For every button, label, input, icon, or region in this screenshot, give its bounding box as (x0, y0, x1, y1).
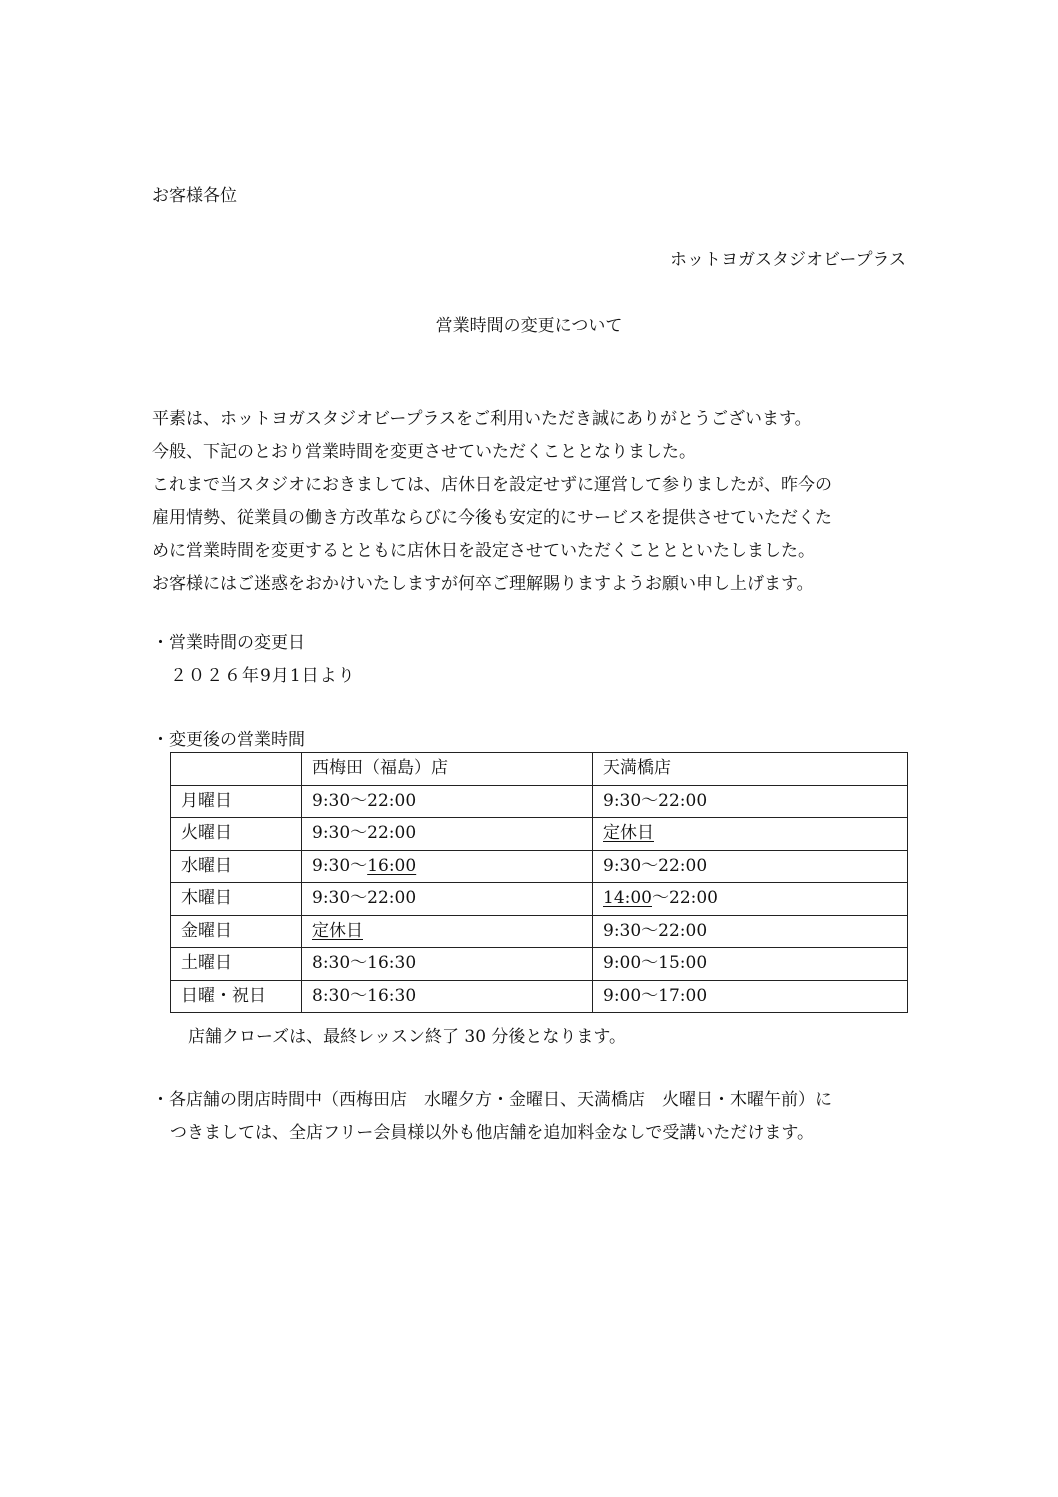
body-line: めに営業時間を変更するとともに店休日を設定させていただくこととといたしました。 (152, 541, 815, 561)
store-close-note: 店舗クローズは、最終レッスン終了 30 分後となります。 (188, 1027, 627, 1047)
header-cell-empty (171, 753, 302, 786)
changed-time-text: 14:00 (603, 888, 652, 909)
sender-name: ホットヨガスタジオビープラス (670, 250, 906, 270)
closure-note-line: つきましては、全店フリー会員様以外も他店舗を追加料金なしで受講いただけます。 (170, 1123, 814, 1143)
change-date-value: ２０２６年9月1日より (170, 666, 356, 686)
table-row (171, 915, 908, 948)
closure-note-line: ・各店舗の閉店時間中（西梅田店 水曜夕方・金曜日、天満橋店 火曜日・木曜午前）に (152, 1090, 832, 1110)
body-paragraph (152, 403, 832, 601)
hours-cell: 8:30～16:30 (302, 948, 593, 981)
hours-cell: 9:30～22:00 (302, 785, 593, 818)
salutation: お客様各位 (152, 186, 237, 206)
hours-table (170, 752, 908, 1013)
hours-cell: 14:00～22:00 (593, 883, 908, 916)
closed-day-text: 定休日 (312, 920, 363, 941)
hours-cell: 9:30～22:00 (593, 915, 908, 948)
hours-cell (302, 915, 593, 948)
table-row (171, 883, 908, 916)
header-cell-tenmabashi: 天満橋店 (593, 753, 908, 786)
day-cell: 水曜日 (171, 850, 302, 883)
hours-cell: 9:30～22:00 (593, 850, 908, 883)
body-line: 雇用情勢、従業員の働き方改革ならびに今後も安定的にサービスを提供させていただくた (152, 508, 832, 528)
hours-cell: 9:30～22:00 (593, 785, 908, 818)
hours-cell: 9:30～22:00 (302, 883, 593, 916)
hours-cell: 9:00～17:00 (593, 980, 908, 1013)
day-cell: 日曜・祝日 (171, 980, 302, 1013)
hours-cell: 9:30～22:00 (302, 818, 593, 851)
body-line: 平素は、ホットヨガスタジオビープラスをご利用いただき誠にありがとうございます。 (152, 409, 812, 429)
changed-time-text: 16:00 (367, 855, 417, 876)
table-row (171, 818, 908, 851)
hours-cell: 9:30～16:00 (302, 850, 593, 883)
hours-cell (593, 818, 908, 851)
day-cell: 金曜日 (171, 915, 302, 948)
day-cell: 月曜日 (171, 785, 302, 818)
table-row (171, 850, 908, 883)
closed-day-text: 定休日 (603, 823, 654, 844)
body-line: これまで当スタジオにおきましては、店休日を設定せずに運営して参りましたが、昨今の (152, 475, 832, 495)
day-cell: 木曜日 (171, 883, 302, 916)
table-header-row (171, 753, 908, 786)
body-line: 今般、下記のとおり営業時間を変更させていただくこととなりました。 (152, 442, 696, 462)
hours-heading: ・変更後の営業時間 (152, 730, 305, 750)
change-date-heading: ・営業時間の変更日 (152, 633, 305, 653)
day-cell: 土曜日 (171, 948, 302, 981)
body-line: お客様にはご迷惑をおかけいたしますが何卒ご理解賜りますようお願い申し上げます。 (152, 574, 814, 594)
hours-cell: 9:00～15:00 (593, 948, 908, 981)
table-row (171, 785, 908, 818)
hours-cell: 8:30～16:30 (302, 980, 593, 1013)
table-row (171, 948, 908, 981)
header-cell-nishiumeda: 西梅田（福島）店 (302, 753, 593, 786)
closure-note (152, 1084, 832, 1150)
day-cell: 火曜日 (171, 818, 302, 851)
table-row (171, 980, 908, 1013)
document-title: 営業時間の変更について (435, 316, 623, 336)
